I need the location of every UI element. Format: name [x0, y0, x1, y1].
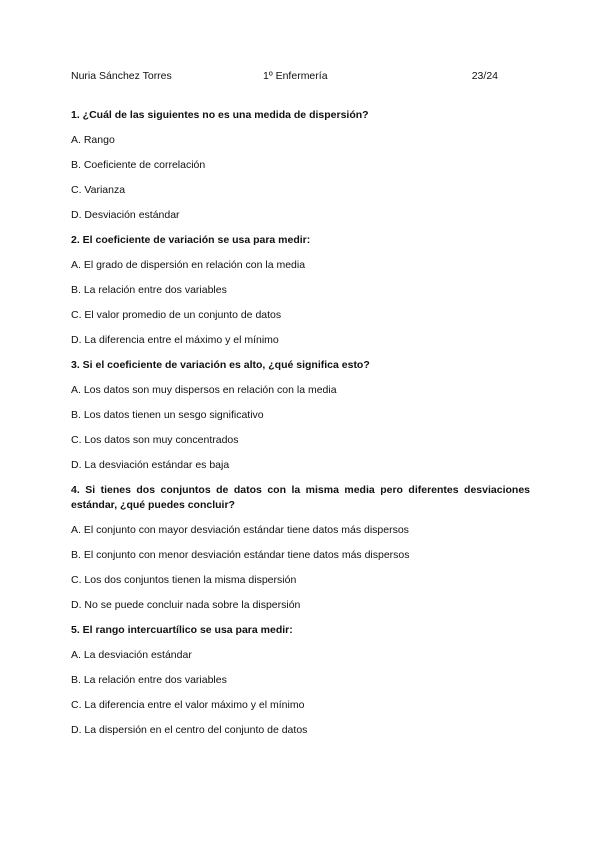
- option-b: B. Coeficiente de correlación: [71, 159, 206, 171]
- question-list: [71, 108, 530, 748]
- option-b: B. La relación entre dos variables: [71, 674, 227, 686]
- course-name: 1º Enfermería: [263, 70, 328, 82]
- option-c: C. Los dos conjuntos tienen la misma dispersión: [71, 574, 297, 586]
- question-4: [71, 483, 530, 613]
- option-a: A. El grado de dispersión en relación con la media: [71, 259, 306, 271]
- option-a: A. Rango: [71, 134, 115, 146]
- question-5: [71, 623, 530, 738]
- option-d: D. La diferencia entre el máximo y el mínimo: [71, 334, 279, 346]
- option-a: A. El conjunto con mayor desviación estándar tiene datos más dispersos: [71, 524, 409, 536]
- option-d: D. No se puede concluir nada sobre la dispersión: [71, 599, 301, 611]
- option-a: A. Los datos son muy dispersos en relación con la media: [71, 384, 337, 396]
- option-d: D. La desviación estándar es baja: [71, 459, 230, 471]
- question-text: 2. El coeficiente de variación se usa para medir:: [71, 234, 311, 246]
- question-text: 5. El rango intercuartílico se usa para medir:: [71, 624, 293, 636]
- option-c: C. Varianza: [71, 184, 126, 196]
- option-d: D. La dispersión en el centro del conjunto de datos: [71, 724, 308, 736]
- student-name: Nuria Sánchez Torres: [71, 70, 172, 82]
- option-c: C. El valor promedio de un conjunto de datos: [71, 309, 282, 321]
- option-b: B. Los datos tienen un sesgo significativo: [71, 409, 264, 421]
- option-c: C. Los datos son muy concentrados: [71, 434, 239, 446]
- question-2: [71, 233, 530, 348]
- question-text: 1. ¿Cuál de las siguientes no es una medida de dispersión?: [71, 109, 369, 121]
- option-d: D. Desviación estándar: [71, 209, 180, 221]
- question-3: [71, 358, 530, 473]
- question-text: 4. Si tienes dos conjuntos de datos con la misma media pero diferentes desviaciones estándar, ¿qué puedes concluir?: [71, 484, 530, 511]
- academic-year: 23/24: [471, 70, 498, 82]
- question-text: 3. Si el coeficiente de variación es alto, ¿qué significa esto?: [71, 359, 370, 371]
- option-b: B. El conjunto con menor desviación estándar tiene datos más dispersos: [71, 549, 410, 561]
- option-b: B. La relación entre dos variables: [71, 284, 227, 296]
- page-header: [71, 70, 498, 86]
- option-a: A. La desviación estándar: [71, 649, 192, 661]
- option-c: C. La diferencia entre el valor máximo y el mínimo: [71, 699, 305, 711]
- question-1: [71, 108, 530, 223]
